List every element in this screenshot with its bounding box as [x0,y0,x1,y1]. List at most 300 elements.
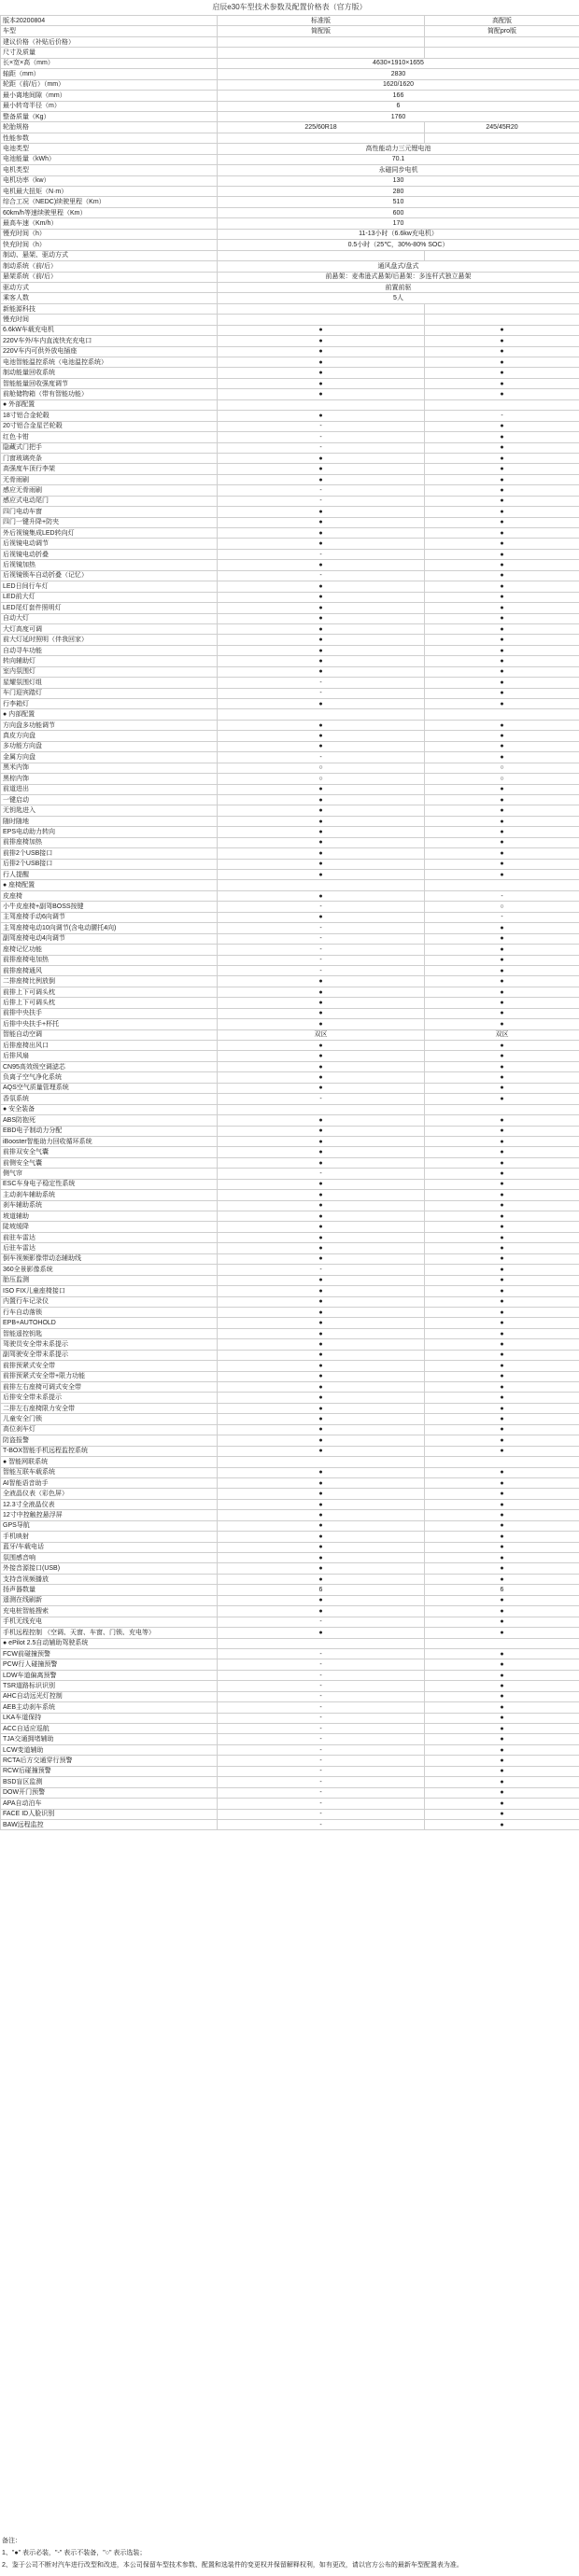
table-row [1,207,579,217]
row-value [218,303,425,314]
row-label: 无骨雨刷 [1,474,218,484]
row-value [425,250,579,260]
table-row [1,282,579,292]
row-label: 前舱储物箱（带有智能功能） [1,389,218,399]
row-label: 高强度车顶行李架 [1,464,218,474]
row-value: ● [425,1061,579,1071]
table-row [1,1542,579,1552]
row-value: ● [218,464,425,474]
row-value: ● [218,1553,425,1563]
row-value: ● [425,1253,579,1264]
row-label: ● ePilot 2.5自动辅助驾驶系统 [1,1638,218,1648]
row-value [425,315,579,325]
row-label: 前大灯延时照明（伴我回家） [1,635,218,645]
row-label: 后驻车雷达 [1,1243,218,1253]
table-row [1,1457,579,1467]
row-value: ● [425,378,579,388]
table-row [1,1734,579,1744]
row-label: 前排预紧式安全带+限力功能 [1,1371,218,1381]
table-row [1,709,579,720]
row-value: ● [218,1532,425,1542]
table-row [1,1200,579,1211]
row-label: BAW远程监控 [1,1819,218,1829]
row-value: ○ [218,774,425,784]
row-label: 前排座椅加热 [1,837,218,847]
row-value [218,399,425,410]
row-label: 制动系统（前/后） [1,261,218,272]
row-label: 12寸中控触控悬浮屏 [1,1510,218,1520]
table-row [1,1648,579,1659]
row-value: ● [218,1424,425,1435]
table-row [1,603,579,613]
row-value: - [218,1809,425,1819]
row-value: ● [425,1574,579,1584]
row-value: ● [425,389,579,399]
row-label: 后排2个USB接口 [1,859,218,869]
row-label: 外接音源接口(USB) [1,1563,218,1574]
row-label: LED日间行车灯 [1,581,218,592]
row-value: 0.5小时（25℃，30%-80% SOC） [218,240,579,250]
table-row [1,528,579,539]
row-label: ● 外部配置 [1,399,218,410]
table-row [1,111,579,121]
row-value: - [218,1799,425,1809]
row-value: ● [425,1222,579,1232]
row-value: ● [425,1072,579,1083]
table-row [1,1253,579,1264]
row-value: ● [425,1702,579,1713]
table-row [1,101,579,111]
row-value: 130 [218,175,579,186]
row-value: ● [425,1532,579,1542]
table-row [1,827,579,837]
row-label: LED尾灯套件照明灯 [1,603,218,613]
row-value: ● [218,1083,425,1093]
row-value: - [218,496,425,506]
table-row [1,48,579,58]
row-value: ● [425,1232,579,1242]
row-value: - [218,1670,425,1680]
table-row [1,1115,579,1126]
row-value: ● [218,720,425,730]
table-row [1,442,579,453]
row-value: ● [425,794,579,805]
table-row [1,1617,579,1627]
table-row [1,26,579,36]
row-value: ● [218,1371,425,1381]
row-value: ● [218,976,425,987]
row-value: ● [425,1467,579,1477]
row-value: ● [218,1008,425,1018]
row-value: ● [425,357,579,368]
row-value: ● [425,752,579,763]
row-value: ● [425,1382,579,1393]
note-heading: 备注： [2,2538,21,2544]
row-value: ● [425,731,579,741]
table-row [1,794,579,805]
row-value: ● [218,1350,425,1360]
row-value: ● [425,1393,579,1403]
row-value: ● [425,1414,579,1424]
row-value: 6 [218,1585,425,1595]
row-label: 轮胎规格 [1,122,218,133]
row-label: 后视镜锁车自动折叠（记忆） [1,570,218,581]
row-value: ● [425,1307,579,1317]
row-value: - [218,1777,425,1787]
row-value: ● [425,1286,579,1296]
row-label: GPS导航 [1,1520,218,1531]
table-row [1,1232,579,1242]
row-label: 慢充时间 [1,315,218,325]
table-row [1,154,579,164]
table-row [1,1681,579,1691]
row-value: ● [425,1361,579,1371]
row-value: ● [425,1489,579,1499]
row-label: 副驾驶安全带未系提示 [1,1350,218,1360]
row-label: 感应式电动尾门 [1,496,218,506]
row-label: 长×宽×高（mm） [1,58,218,68]
row-value: ● [218,699,425,709]
row-value: ● [425,1275,579,1285]
row-label: 前排双安全气囊 [1,1147,218,1157]
row-label: 性能参数 [1,133,218,143]
row-value: ● [425,1328,579,1338]
header-cell: 版本20200804 [1,16,218,26]
row-value: ● [425,645,579,655]
table-row [1,805,579,816]
row-value: 225/60R18 [218,122,425,133]
row-value: ● [425,1477,579,1488]
table-row [1,453,579,463]
row-value: 1760 [218,111,579,121]
row-value [425,880,579,890]
table-row [1,79,579,90]
row-value: ● [218,1200,425,1211]
row-label: iBooster智能助力回收循环系统 [1,1136,218,1146]
row-label: 智能遥控钥匙 [1,1328,218,1338]
row-label: 新能源科技 [1,303,218,314]
row-value: - [218,421,425,431]
row-label: AHC自动远光灯控制 [1,1691,218,1701]
table-row [1,539,579,549]
row-value [425,48,579,58]
table-row [1,1275,579,1285]
row-label: 后排中央扶手+杯托 [1,1019,218,1029]
row-value: ● [218,517,425,527]
row-value: ● [425,933,579,944]
row-value: ● [425,1243,579,1253]
row-value: ● [425,1799,579,1809]
row-label: 后视镜电动调节 [1,539,218,549]
table-row [1,1243,579,1253]
row-value: ● [218,805,425,816]
row-value: - [218,945,425,955]
footnotes [0,2535,579,2571]
row-value: 高性能动力三元锂电池 [218,144,579,154]
row-value: ● [425,678,579,688]
row-label: 后排风扇 [1,1051,218,1061]
row-value: ● [218,1157,425,1168]
table-row [1,1777,579,1787]
table-row [1,1424,579,1435]
row-label: 主驾座椅手动6向调节 [1,912,218,922]
table-row [1,272,579,282]
table-row [1,1328,579,1338]
row-value: ● [218,848,425,859]
table-row [1,325,579,335]
row-value: ● [425,1777,579,1787]
table-row [1,666,579,677]
row-value: ● [218,539,425,549]
row-label: 四门电动车窗 [1,507,218,517]
table-row [1,623,579,634]
row-label: 随时随地 [1,816,218,826]
table-row [1,848,579,859]
table-row [1,399,579,410]
row-label: 乘客人数 [1,293,218,303]
row-label: 6.6kW车载充电机 [1,325,218,335]
row-label: 智能自动空调 [1,1029,218,1040]
row-label: PCW行人碰撞预警 [1,1659,218,1670]
row-label: 转向辅助灯 [1,656,218,666]
row-value: ● [218,389,425,399]
row-value: ● [425,1542,579,1552]
row-value: ● [218,592,425,602]
row-value: ● [425,592,579,602]
row-value: ● [425,1563,579,1574]
row-label: 后排安全带未系提示 [1,1393,218,1403]
row-value: 510 [218,197,579,207]
table-row [1,731,579,741]
row-value: 前悬架：麦弗逊式悬架/后悬架：多连杆式独立悬架 [218,272,579,282]
row-value: ● [425,1318,579,1328]
row-value: ● [425,570,579,581]
row-value: ● [425,666,579,677]
row-label: 黑米内饰 [1,763,218,773]
row-value: ● [425,432,579,442]
table-row [1,1147,579,1157]
row-value [425,399,579,410]
row-value: 简配版 [218,26,425,36]
row-value: ● [425,635,579,645]
row-label: 多功能方向盘 [1,741,218,751]
table-row [1,1051,579,1061]
row-value: ● [218,1510,425,1520]
row-label: TJA交通拥堵辅助 [1,1734,218,1744]
row-label: 感应无骨雨刷 [1,485,218,496]
row-label: 大灯高度可调 [1,623,218,634]
row-value: ● [218,1286,425,1296]
row-value: ● [218,1253,425,1264]
table-row [1,656,579,666]
row-value: ● [425,1628,579,1638]
row-value: - [218,1724,425,1734]
table-row [1,912,579,922]
row-value: 永磁同步电机 [218,165,579,175]
row-value: ● [218,784,425,794]
row-value: ● [218,1446,425,1456]
row-label: 电机最大扭矩（N·m） [1,187,218,197]
row-label: 四门一键升降+防夹 [1,517,218,527]
spec-table [0,15,579,1830]
row-value: - [218,1691,425,1701]
table-row [1,303,579,314]
row-label: ● 内部配置 [1,709,218,720]
row-value [218,315,425,325]
row-value [218,709,425,720]
row-value: ● [218,635,425,645]
row-value: - [425,912,579,922]
table-row [1,1489,579,1499]
row-value: 2830 [218,69,579,79]
row-label: 前驻车雷达 [1,1232,218,1242]
row-value: ● [218,1339,425,1350]
table-row [1,678,579,688]
row-value: ● [218,1382,425,1393]
row-value: ● [425,325,579,335]
row-value: - [218,1713,425,1723]
table-row [1,1713,579,1723]
row-value: ● [425,1510,579,1520]
row-value: - [218,1702,425,1713]
row-value: ● [425,1115,579,1126]
table-row [1,229,579,239]
row-value: ● [425,1083,579,1093]
row-value: - [218,678,425,688]
row-label: 防盗报警 [1,1435,218,1446]
row-label: 后视镜电动折叠 [1,549,218,559]
row-value: - [218,485,425,496]
row-value: ● [425,507,579,517]
row-label: ACC自适应巡航 [1,1724,218,1734]
table-row [1,1638,579,1648]
row-label: ● 座椅配置 [1,880,218,890]
row-value: 简配pro版 [425,26,579,36]
row-label: 最小离地间隙（mm） [1,91,218,101]
row-value: ● [218,837,425,847]
table-row [1,1382,579,1393]
row-label: 后视镜加热 [1,560,218,570]
row-value: 11-13小时（6.6kw充电机） [218,229,579,239]
table-row [1,581,579,592]
table-row [1,613,579,623]
row-value: ● [218,528,425,539]
row-value: ● [218,581,425,592]
table-row [1,1041,579,1051]
row-value: - [218,1169,425,1179]
table-row [1,1585,579,1595]
row-value: - [218,902,425,912]
table-row [1,293,579,303]
header-cell: 标准版 [218,16,425,26]
row-value: ● [218,890,425,901]
table-row [1,1499,579,1509]
table-row [1,1222,579,1232]
row-value: ● [218,1072,425,1083]
row-label: 扬声器数量 [1,1585,218,1595]
row-label: 方向盘多功能调节 [1,720,218,730]
table-row [1,1467,579,1477]
row-label: 座椅记忆功能 [1,945,218,955]
table-row [1,357,579,368]
table-row [1,1008,579,1018]
table-row [1,1787,579,1798]
row-value: ● [425,1787,579,1798]
row-value: 170 [218,218,579,229]
table-row [1,688,579,698]
row-value: 双区 [425,1029,579,1040]
row-value [425,709,579,720]
row-value: ● [425,549,579,559]
row-label: 支持音视频播放 [1,1574,218,1584]
row-value: - [218,1659,425,1670]
row-value: - [218,432,425,442]
row-label: 门窗玻璃亮条 [1,453,218,463]
table-row [1,592,579,602]
row-value: - [218,442,425,453]
row-value: ● [218,645,425,655]
row-value: ● [218,1520,425,1531]
table-row [1,933,579,944]
row-value: - [218,923,425,933]
row-value: ● [425,1211,579,1222]
row-value: ○ [425,774,579,784]
row-label: EBD电子制动力分配 [1,1126,218,1136]
row-label: 前排座椅电加热 [1,955,218,965]
row-label: 快充时间（h） [1,240,218,250]
row-label: 内置行车记录仪 [1,1296,218,1307]
row-label: LDW车道偏离预警 [1,1670,218,1680]
table-row [1,816,579,826]
row-value: ● [218,1574,425,1584]
row-label: EPS电动助力转向 [1,827,218,837]
table-row [1,955,579,965]
row-label: ISO FIX儿童座椅接口 [1,1286,218,1296]
row-value: ● [425,741,579,751]
row-value: ● [218,1435,425,1446]
table-row [1,1756,579,1766]
row-value: ● [425,1019,579,1029]
row-value: ● [425,1756,579,1766]
row-label: 慢充时间（h） [1,229,218,239]
row-label: 电池类型 [1,144,218,154]
row-label: 自动大灯 [1,613,218,623]
page-title: 启辰e30车型技术参数及配置价格表（官方版） [212,3,367,11]
row-label: 手机无线充电 [1,1617,218,1627]
table-row [1,144,579,154]
row-value: - [218,1265,425,1275]
row-value [425,1457,579,1467]
table-row [1,1799,579,1809]
row-label: CN95高效级空调滤芯 [1,1061,218,1071]
row-label: 悬架系统（前/后） [1,272,218,282]
row-value: ● [218,1051,425,1061]
row-value: ● [218,1307,425,1317]
row-value: ● [218,1414,425,1424]
row-value: ● [425,346,579,357]
row-label: 一键启动 [1,794,218,805]
table-row [1,432,579,442]
row-label: 后排座椅出风口 [1,1041,218,1051]
row-value: - [218,1787,425,1798]
row-label: 驱动方式 [1,282,218,292]
table-row [1,1179,579,1189]
table-row [1,1211,579,1222]
table-row [1,1339,579,1350]
table-row [1,1766,579,1776]
table-row [1,923,579,933]
row-value: ● [425,955,579,965]
